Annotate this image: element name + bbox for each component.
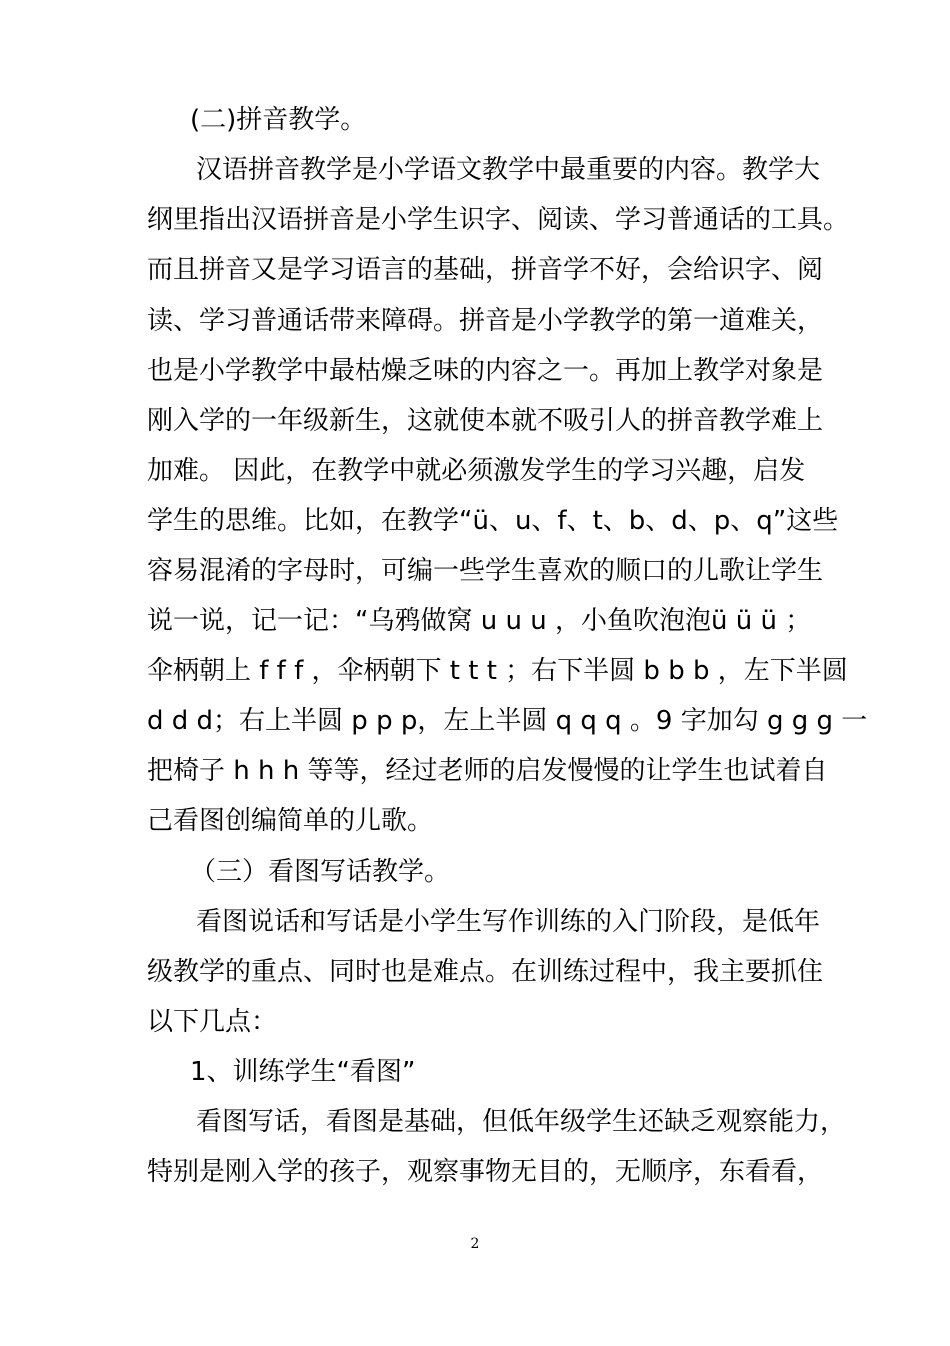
paragraph-line: 也是小学教学中最枯燥乏味的内容之一。再加上教学对象是 [147, 356, 824, 386]
paragraph-line: 级教学的重点、同时也是难点。在训练过程中，我主要抓住 [147, 957, 824, 987]
paragraph-line: 己看图创编简单的儿歌。 [147, 806, 434, 836]
paragraph-line: 汉语拼音教学是小学语文教学中最重要的内容。教学大 [196, 155, 821, 185]
paragraph-line: 把椅子 h h h 等等，经过老师的启发慢慢的让学生也试着自 [147, 756, 828, 786]
paragraph-line: 特别是刚入学的孩子，观察事物无目的，无顺序，东看看， [147, 1157, 824, 1187]
paragraph-line: 学生的思维。比如，在教学“ü、u、f、t、b、d、p、q”这些 [147, 506, 839, 536]
paragraph-line: 读、学习普通话带来障碍。拼音是小学教学的第一道难关， [147, 306, 824, 336]
section-heading-pinyin: (二)拼音教学。 [190, 105, 367, 135]
paragraph-line: 纲里指出汉语拼音是小学生识字、阅读、学习普通话的工具。 [147, 205, 850, 235]
paragraph-line: 以下几点： [147, 1007, 278, 1037]
paragraph-line: 加难。 因此，在教学中就必须激发学生的学习兴趣，启发 [147, 456, 806, 486]
paragraph-line: 容易混淆的字母时，可编一些学生喜欢的顺口的儿歌让学生 [147, 556, 824, 586]
paragraph-line: d d d；右上半圆 p p p，左上半圆 q q q 。9 字加勾 g g g 一 [147, 706, 868, 736]
section-heading-picture-writing: （三）看图写话教学。 [190, 857, 451, 887]
page-number: 2 [470, 1236, 480, 1252]
paragraph-line: 说一说，记一记：“乌鸦做窝 u u u ，小鱼吹泡泡ü ü ü ； [147, 606, 812, 636]
paragraph-line: 看图写话，看图是基础，但低年级学生还缺乏观察能力， [196, 1107, 847, 1137]
paragraph-line: 看图说话和写话是小学生写作训练的入门阶段，是低年 [196, 907, 821, 937]
paragraph-line: 刚入学的一年级新生，这就使本就不吸引人的拼音教学难上 [147, 406, 824, 436]
paragraph-line: 伞柄朝上 f f f ，伞柄朝下 t t t ；右下半圆 b b b ，左下半圆 [147, 656, 848, 686]
subheading-look-at-picture: 1、训练学生“看图” [190, 1057, 416, 1087]
paragraph-line: 而且拼音又是学习语言的基础，拼音学不好，会给识字、阅 [147, 255, 824, 285]
